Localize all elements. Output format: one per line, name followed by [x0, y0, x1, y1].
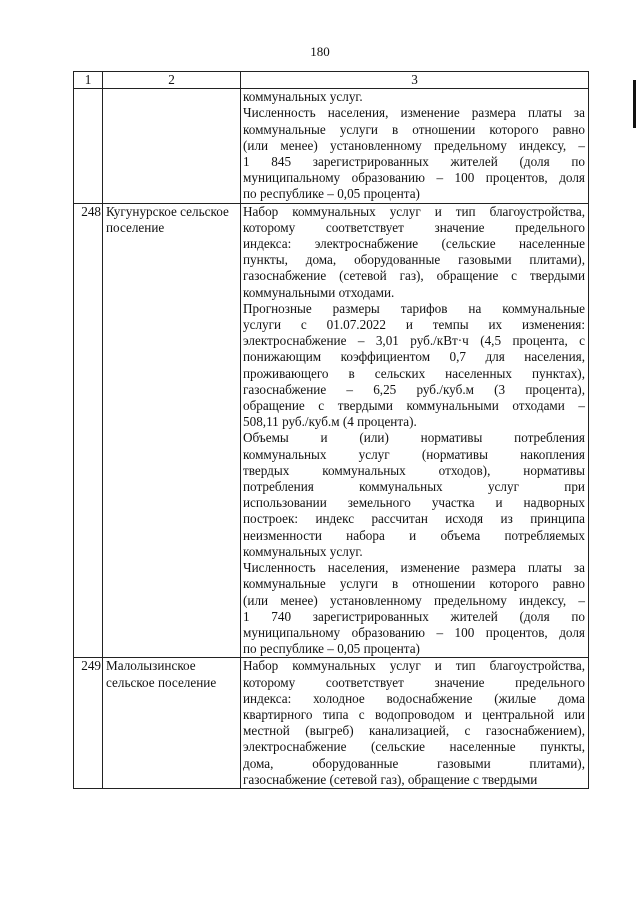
text-line: газоснабжение (сетевой газ), обращение с твердыми [243, 268, 585, 284]
text-line: Набор коммунальных услуг и тип благоустройства, [243, 658, 585, 674]
text-line: Объемы и (или) нормативы потребления [243, 430, 585, 446]
text-line: Набор коммунальных услуг и тип благоустройства, [243, 203, 585, 219]
text-line: по республике – 0,05 процента) [243, 641, 420, 657]
table-header-row [74, 72, 589, 89]
table-row [74, 658, 589, 789]
text-line: коммунальных услуг. [243, 543, 363, 559]
row-number [74, 89, 103, 203]
text-line: построек: индекс рассчитан исходя из принципа [243, 511, 585, 527]
text-line: коммунальными отходами. [243, 284, 395, 300]
table-row [74, 203, 589, 658]
text-line: индекса: электроснабжение (сельские населенные [243, 236, 585, 252]
text-line: обращение с твердыми коммунальными отходами – [243, 398, 585, 414]
text-line: газоснабжение (сетевой газ), обращение с твердыми [243, 771, 538, 787]
document-table [73, 71, 589, 789]
text-line: муниципальному образованию – 100 процентов, доля [243, 170, 585, 186]
text-line: Численность населения, изменение размера платы за [243, 105, 585, 121]
text-line: Прогнозные размеры тарифов на коммунальные [243, 300, 585, 316]
text-line: местной (выгреб) канализацией, с газоснабжением), [243, 723, 585, 739]
description-paragraph [243, 658, 585, 788]
header-cell-2: 2 [103, 72, 241, 89]
text-line: услуги с 01.07.2022 и темпы их изменения: [243, 317, 585, 333]
description-cell [241, 89, 589, 203]
text-line: газоснабжение – 6,25 руб./куб.м (3 процента), [243, 381, 585, 397]
text-line: коммунальные услуги в отношении которого равно [243, 121, 585, 137]
description-paragraph [243, 301, 585, 431]
text-line: дома, оборудованные газовыми плитами), [243, 755, 585, 771]
text-line: использовании земельного участка и надворных [243, 495, 585, 511]
page-number: 180 [310, 44, 330, 59]
text-line: которому соответствует значение предельного [243, 219, 585, 235]
text-line: коммунальных услуг. [243, 89, 363, 105]
header-cell-3: 3 [241, 72, 589, 89]
text-line: (или менее) установленному предельному индексу, – [243, 137, 585, 153]
settlement-name: Малолызинское сельское поселение [103, 658, 241, 789]
text-line: 508,11 руб./куб.м (4 процента). [243, 414, 417, 430]
description-cell [241, 203, 589, 658]
description-paragraph [243, 204, 585, 301]
text-line: коммунальные услуги в отношении которого равно [243, 576, 585, 592]
row-number: 249 [74, 658, 103, 789]
text-line: электроснабжение (сельские населенные пункты, [243, 739, 585, 755]
text-line: муниципальному образованию – 100 процентов, доля [243, 624, 585, 640]
description-cell [241, 658, 589, 789]
table-row [74, 89, 589, 203]
description-paragraph [243, 105, 585, 202]
text-line: (или менее) установленному предельному индексу, – [243, 592, 585, 608]
text-line: неизменности набора и объема потребляемых [243, 527, 585, 543]
text-line: потребления коммунальных услуг при [243, 479, 585, 495]
text-line: 1 740 зарегистрированных жителей (доля по [243, 608, 585, 624]
text-line: проживающего в сельских населенных пунктах), [243, 365, 585, 381]
text-line: квартирного типа с водопроводом и центральной или [243, 706, 585, 722]
description-paragraph [243, 560, 585, 657]
text-line: понижающим коэффициентом 0,7 для населения, [243, 349, 585, 365]
row-number: 248 [74, 203, 103, 658]
text-line: пункты, дома, оборудованные газовыми плитами), [243, 252, 585, 268]
text-line: 1 845 зарегистрированных жителей (доля по [243, 154, 585, 170]
description-paragraph [243, 430, 585, 560]
settlement-name [103, 89, 241, 203]
header-cell-1: 1 [74, 72, 103, 89]
scan-edge-mark [633, 80, 636, 128]
text-line: которому соответствует значение предельного [243, 674, 585, 690]
text-line: электроснабжение – 3,01 руб./кВт·ч (4,5 процента, с [243, 333, 585, 349]
text-line: Численность населения, изменение размера платы за [243, 560, 585, 576]
text-line: по республике – 0,05 процента) [243, 186, 420, 202]
text-line: коммунальных услуг (нормативы накопления [243, 446, 585, 462]
description-paragraph [243, 89, 585, 105]
text-line: индекса: холодное водоснабжение (жилые дома [243, 690, 585, 706]
text-line: твердых коммунальных отходов), нормативы [243, 462, 585, 478]
settlement-name: Кугунурское сельское поселение [103, 203, 241, 658]
